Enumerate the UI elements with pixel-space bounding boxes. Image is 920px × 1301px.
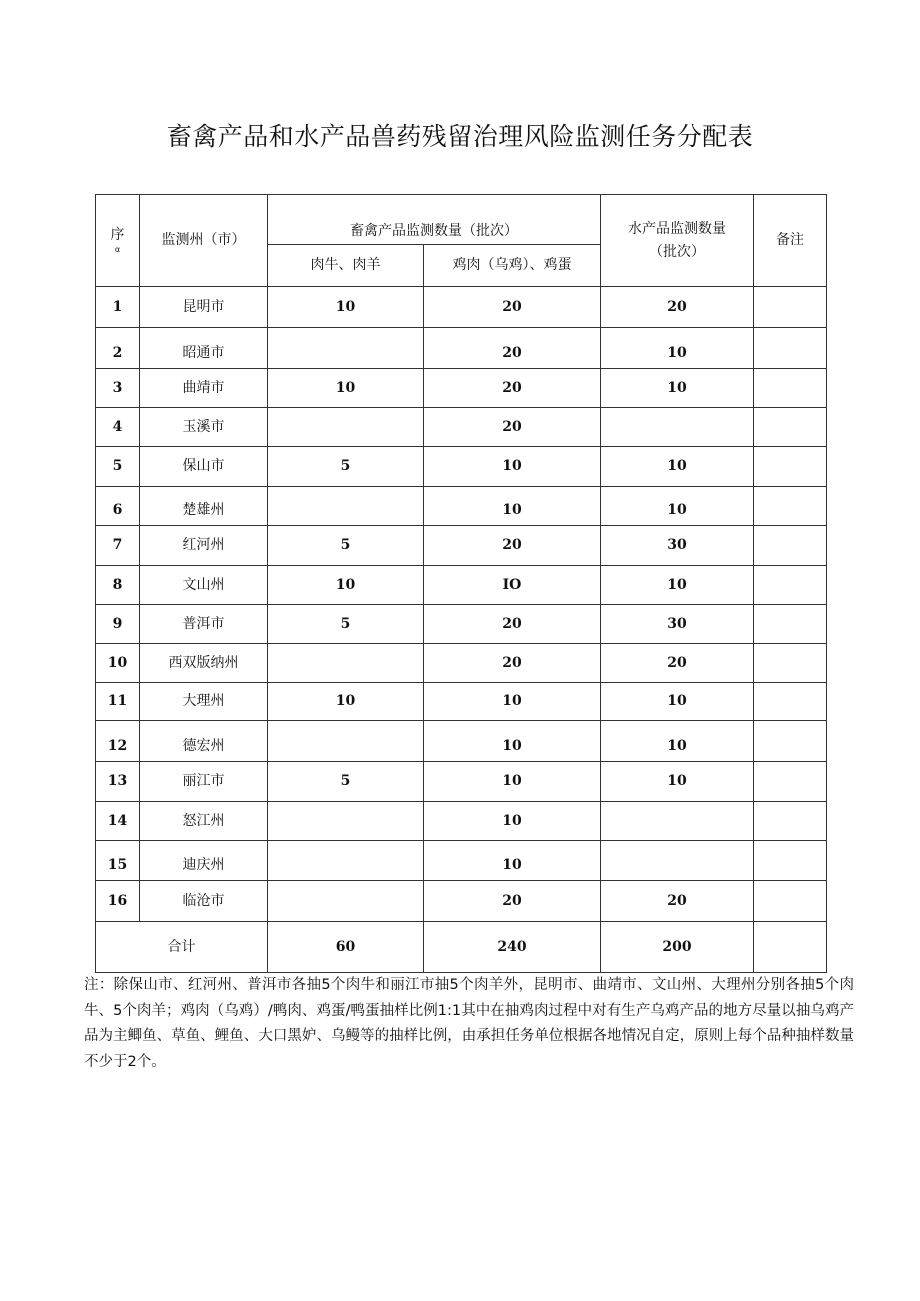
row-seq: 7 bbox=[96, 526, 140, 566]
row-seq: 4 bbox=[96, 408, 140, 447]
total-label: 合计 bbox=[96, 922, 268, 973]
row-chicken-egg: 10 bbox=[424, 841, 601, 881]
header-aquatic-line2: （批次） bbox=[649, 243, 705, 260]
row-beef-mutton: 5 bbox=[268, 762, 424, 802]
row-remark bbox=[754, 447, 827, 487]
table-row bbox=[96, 526, 827, 566]
row-remark bbox=[754, 721, 827, 762]
header-remark: 备注 bbox=[754, 195, 827, 287]
total-chicken: 240 bbox=[424, 922, 601, 973]
row-chicken-egg: 20 bbox=[424, 287, 601, 328]
table-row bbox=[96, 328, 827, 369]
table-row bbox=[96, 762, 827, 802]
row-chicken-egg: 20 bbox=[424, 644, 601, 683]
row-remark bbox=[754, 487, 827, 526]
table-row bbox=[96, 644, 827, 683]
header-chicken-egg: 鸡肉（乌鸡）、鸡蛋 bbox=[424, 245, 601, 287]
row-city: 临沧市 bbox=[140, 881, 268, 922]
row-aquatic: 10 bbox=[601, 447, 754, 487]
row-remark bbox=[754, 369, 827, 408]
row-remark bbox=[754, 802, 827, 841]
total-aquatic: 200 bbox=[601, 922, 754, 973]
row-chicken-egg: 20 bbox=[424, 369, 601, 408]
row-aquatic: 10 bbox=[601, 328, 754, 369]
row-chicken-egg: 10 bbox=[424, 683, 601, 721]
row-beef-mutton: 5 bbox=[268, 526, 424, 566]
row-chicken-egg: 10 bbox=[424, 802, 601, 841]
row-remark bbox=[754, 881, 827, 922]
row-remark bbox=[754, 762, 827, 802]
row-aquatic: 10 bbox=[601, 762, 754, 802]
row-city: 昭通市 bbox=[140, 328, 268, 369]
row-seq: 14 bbox=[96, 802, 140, 841]
row-aquatic: 10 bbox=[601, 487, 754, 526]
row-remark bbox=[754, 644, 827, 683]
row-seq: 2 bbox=[96, 328, 140, 369]
row-remark bbox=[754, 605, 827, 644]
row-city: 怒江州 bbox=[140, 802, 268, 841]
table-row bbox=[96, 802, 827, 841]
row-city: 玉溪市 bbox=[140, 408, 268, 447]
row-seq: 11 bbox=[96, 683, 140, 721]
table-row bbox=[96, 605, 827, 644]
row-seq: 16 bbox=[96, 881, 140, 922]
row-beef-mutton: 10 bbox=[268, 369, 424, 408]
header-seq-mark: α bbox=[114, 244, 121, 254]
page-title: 畜禽产品和水产品兽药残留治理风险监测任务分配表 bbox=[166, 122, 754, 151]
row-chicken-egg: 20 bbox=[424, 605, 601, 644]
row-seq: 6 bbox=[96, 487, 140, 526]
table-row bbox=[96, 369, 827, 408]
total-beef: 60 bbox=[268, 922, 424, 973]
table-row bbox=[96, 447, 827, 487]
table-row bbox=[96, 487, 827, 526]
row-chicken-egg: 10 bbox=[424, 447, 601, 487]
table-row bbox=[96, 566, 827, 605]
row-chicken-egg: 10 bbox=[424, 487, 601, 526]
table-row bbox=[96, 683, 827, 721]
table-row bbox=[96, 841, 827, 881]
row-beef-mutton bbox=[268, 644, 424, 683]
row-chicken-egg: 10 bbox=[424, 721, 601, 762]
row-city: 大理州 bbox=[140, 683, 268, 721]
total-remark bbox=[754, 922, 827, 973]
row-seq: 3 bbox=[96, 369, 140, 408]
row-city: 文山州 bbox=[140, 566, 268, 605]
row-aquatic: 20 bbox=[601, 287, 754, 328]
row-aquatic bbox=[601, 408, 754, 447]
row-beef-mutton: 5 bbox=[268, 605, 424, 644]
row-aquatic: 10 bbox=[601, 369, 754, 408]
row-aquatic: 20 bbox=[601, 881, 754, 922]
row-beef-mutton: 10 bbox=[268, 287, 424, 328]
row-aquatic: 10 bbox=[601, 721, 754, 762]
row-beef-mutton bbox=[268, 408, 424, 447]
row-aquatic: 30 bbox=[601, 605, 754, 644]
row-seq: 10 bbox=[96, 644, 140, 683]
header-livestock-group: 畜禽产品监测数量（批次） bbox=[268, 195, 601, 245]
row-beef-mutton: 10 bbox=[268, 566, 424, 605]
row-chicken-egg: 10 bbox=[424, 762, 601, 802]
row-remark bbox=[754, 526, 827, 566]
total-row bbox=[96, 922, 827, 973]
table-row bbox=[96, 881, 827, 922]
row-city: 曲靖市 bbox=[140, 369, 268, 408]
row-beef-mutton bbox=[268, 487, 424, 526]
header-aquatic-line1: 水产品监测数量 bbox=[628, 220, 726, 237]
row-chicken-egg: IO bbox=[424, 566, 601, 605]
row-seq: 15 bbox=[96, 841, 140, 881]
row-remark bbox=[754, 683, 827, 721]
row-chicken-egg: 20 bbox=[424, 526, 601, 566]
row-aquatic: 30 bbox=[601, 526, 754, 566]
row-chicken-egg: 20 bbox=[424, 881, 601, 922]
row-city: 德宏州 bbox=[140, 721, 268, 762]
header-seq-label: 序 bbox=[110, 227, 125, 244]
row-city: 昆明市 bbox=[140, 287, 268, 328]
row-seq: 12 bbox=[96, 721, 140, 762]
header-seq bbox=[96, 195, 140, 287]
row-beef-mutton bbox=[268, 328, 424, 369]
row-beef-mutton: 5 bbox=[268, 447, 424, 487]
row-chicken-egg: 20 bbox=[424, 408, 601, 447]
row-seq: 5 bbox=[96, 447, 140, 487]
row-aquatic bbox=[601, 841, 754, 881]
allocation-table bbox=[95, 194, 827, 973]
row-remark bbox=[754, 408, 827, 447]
row-remark bbox=[754, 566, 827, 605]
row-beef-mutton bbox=[268, 721, 424, 762]
row-remark bbox=[754, 287, 827, 328]
row-city: 迪庆州 bbox=[140, 841, 268, 881]
footnote: 注：除保山市、红河州、普洱市各抽5个肉牛和丽江市抽5个肉羊外，昆明市、曲靖市、文山州、大理州分别各抽5个肉牛、5个肉羊；鸡肉（乌鸡）/鸭肉、鸡蛋/鸭蛋抽样比例1:1其中在抽鸡肉过程中对有生产乌鸡产品的地方尽量以抽乌鸡产品为主鲫鱼、草鱼、鲤鱼、大口黑妒、乌鳗等的抽样比例，由承担任务单位根据各地情况自定，原则上每个品种抽样数量不少于2个。 bbox=[84, 977, 854, 1070]
row-remark bbox=[754, 328, 827, 369]
row-city: 西双版纳州 bbox=[140, 644, 268, 683]
row-city: 丽江市 bbox=[140, 762, 268, 802]
header-city: 监测州（市） bbox=[140, 195, 268, 287]
row-city: 红河州 bbox=[140, 526, 268, 566]
header-beef-mutton: 肉牛、肉羊 bbox=[268, 245, 424, 287]
table-row bbox=[96, 721, 827, 762]
row-chicken-egg: 20 bbox=[424, 328, 601, 369]
table-row bbox=[96, 408, 827, 447]
header-aquatic bbox=[601, 195, 754, 287]
row-aquatic: 10 bbox=[601, 566, 754, 605]
row-city: 保山市 bbox=[140, 447, 268, 487]
row-aquatic: 20 bbox=[601, 644, 754, 683]
row-beef-mutton bbox=[268, 881, 424, 922]
table-row bbox=[96, 287, 827, 328]
row-beef-mutton: 10 bbox=[268, 683, 424, 721]
row-aquatic: 10 bbox=[601, 683, 754, 721]
row-seq: 8 bbox=[96, 566, 140, 605]
row-seq: 9 bbox=[96, 605, 140, 644]
row-city: 楚雄州 bbox=[140, 487, 268, 526]
row-beef-mutton bbox=[268, 841, 424, 881]
row-remark bbox=[754, 841, 827, 881]
row-seq: 1 bbox=[96, 287, 140, 328]
row-city: 普洱市 bbox=[140, 605, 268, 644]
row-seq: 13 bbox=[96, 762, 140, 802]
row-aquatic bbox=[601, 802, 754, 841]
row-beef-mutton bbox=[268, 802, 424, 841]
table-body bbox=[96, 287, 827, 922]
